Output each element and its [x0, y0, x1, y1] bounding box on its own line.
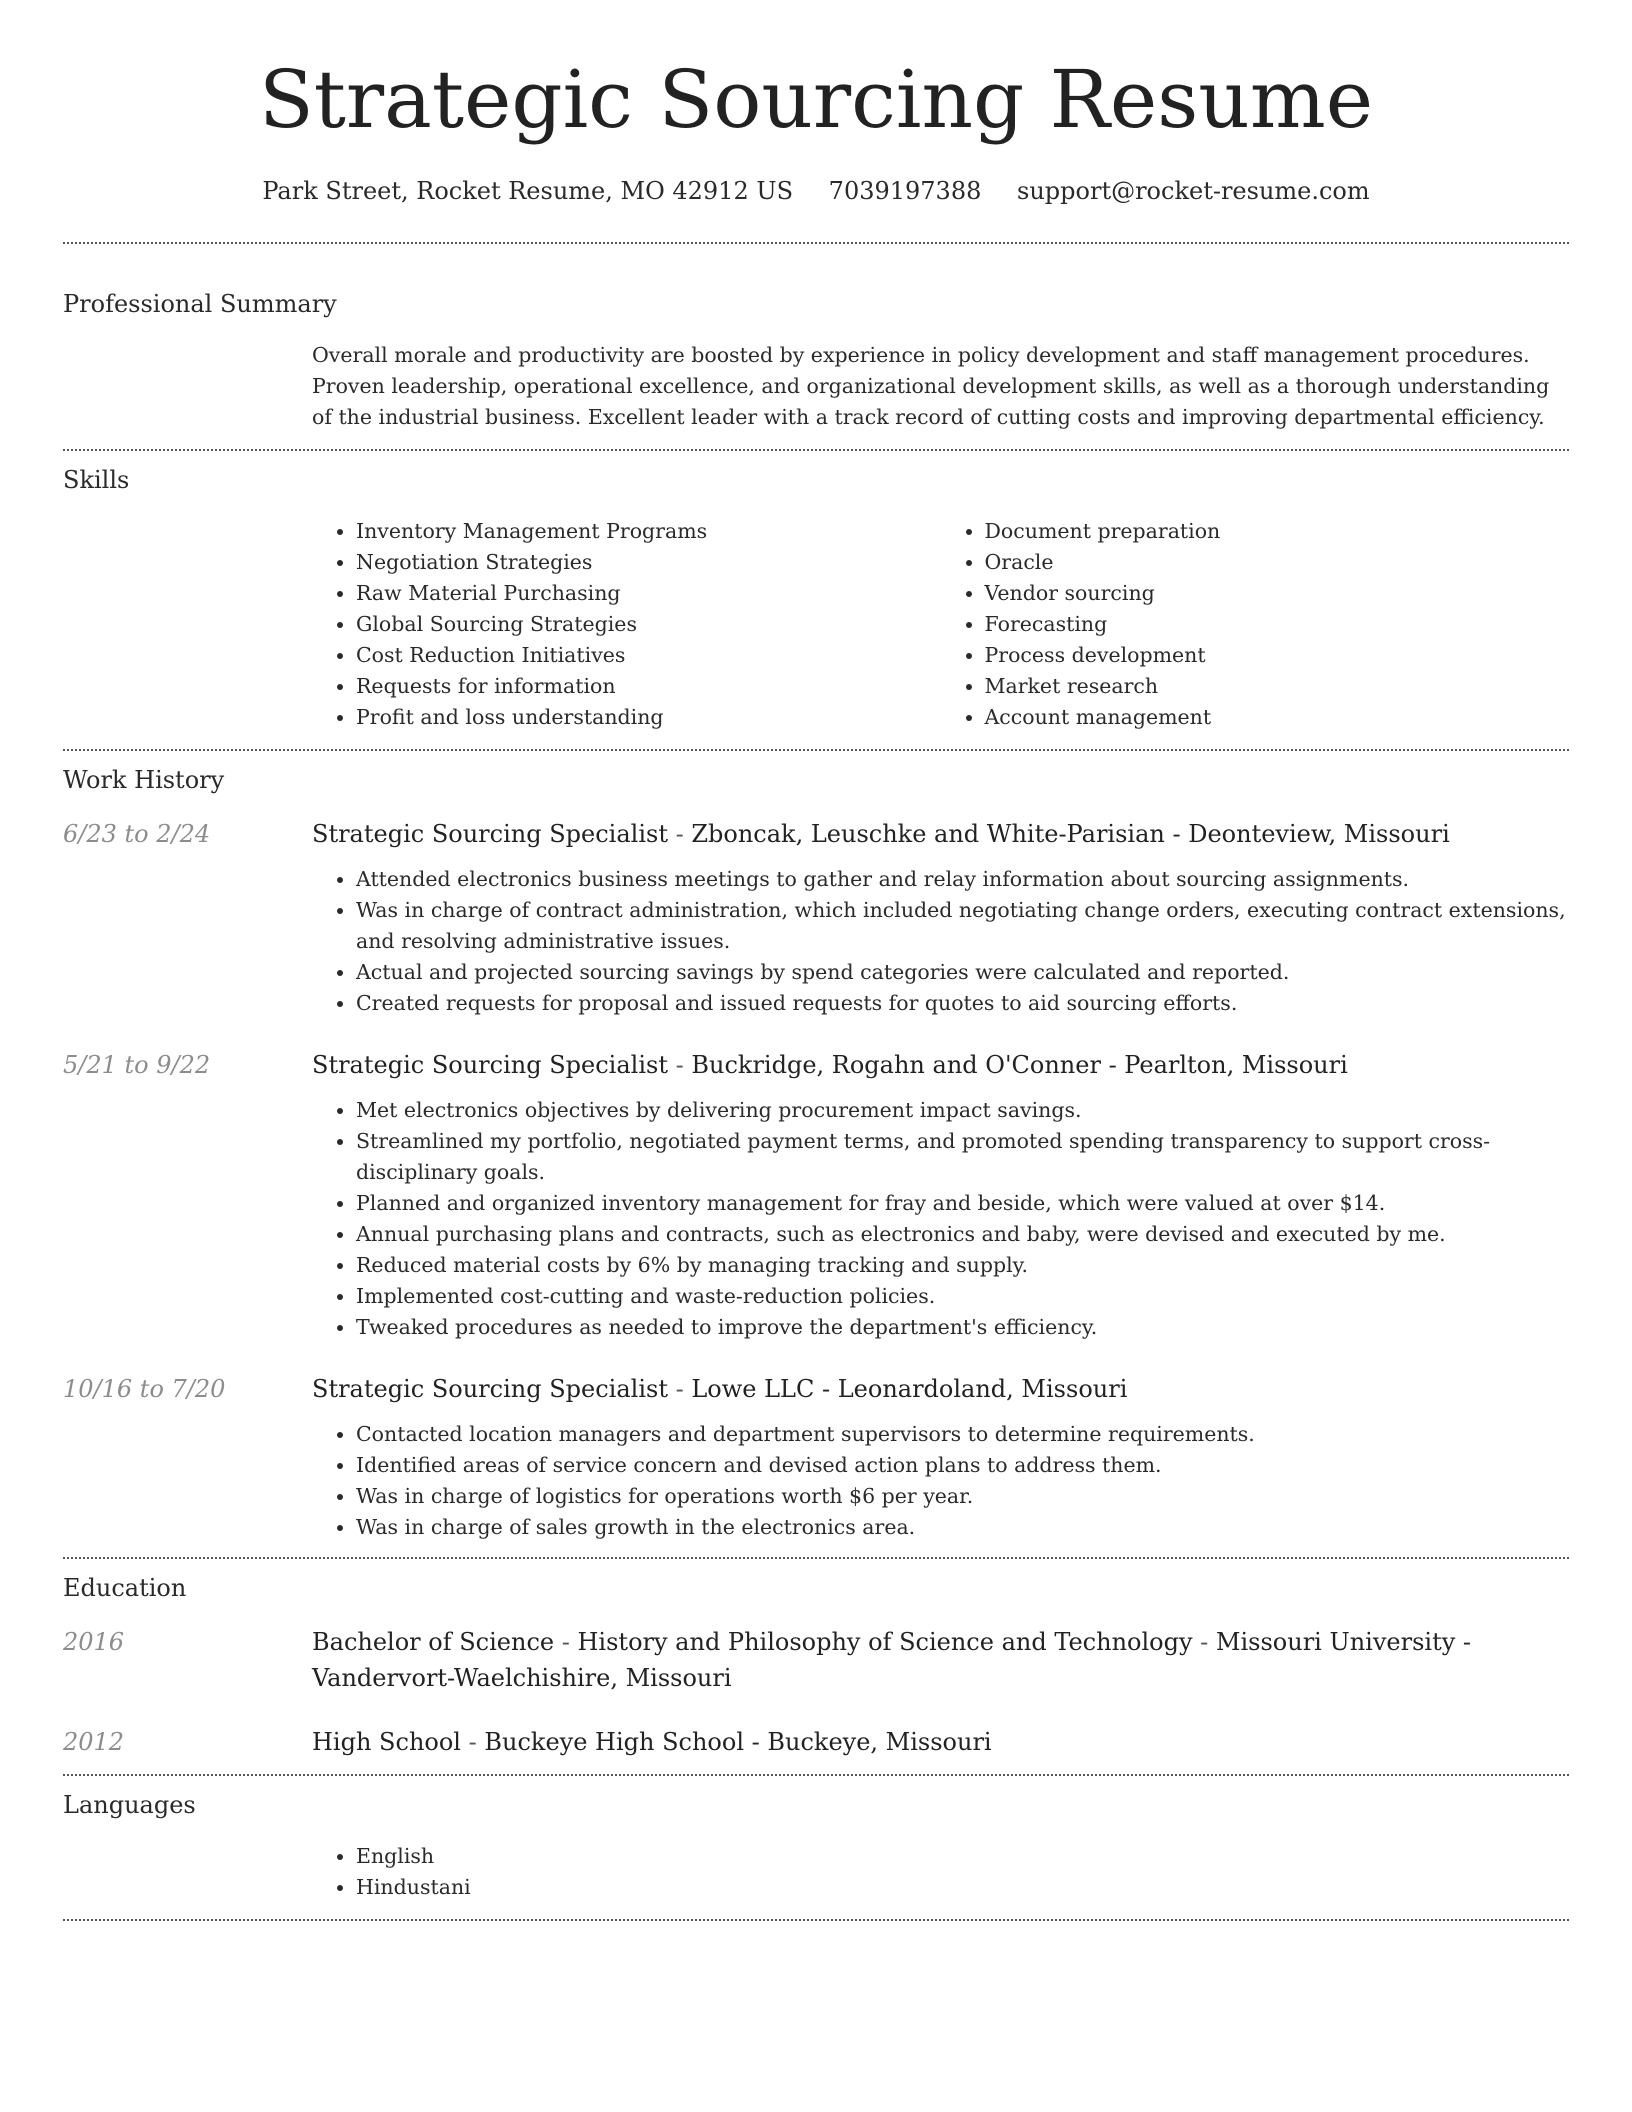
skill-item: • Process development	[985, 640, 1570, 671]
email: support@rocket-resume.com	[1017, 177, 1370, 205]
divider	[63, 1919, 1569, 1921]
job-bullet: • Actual and projected sourcing savings by spend categories were calculated and reported.	[356, 957, 1569, 988]
job-dates: 10/16 to 7/20	[63, 1375, 226, 1403]
skill-item: • Global Sourcing Strategies	[356, 609, 941, 640]
job-bullets	[312, 864, 1569, 1019]
job-bullet: • Was in charge of sales growth in the electronics area.	[356, 1512, 1569, 1543]
summary-text: Overall morale and productivity are boosted by experience in policy development and staff management procedures. Proven leadership, operational excellence, and organizational development skills, as well as a thorough understanding of the industrial business. Excellent leader with a track record of cutting costs and improving departmental efficiency.	[312, 343, 1550, 429]
education-section	[63, 1559, 1569, 1774]
school: Missouri University - Vandervort-Waelchishire, Missouri	[312, 1628, 1472, 1692]
job-title-line: Strategic Sourcing Specialist - Buckridge, Rogahn and O'Conner - Pearlton, Missouri	[312, 1051, 1348, 1079]
job-bullet: • Created requests for proposal and issued requests for quotes to aid sourcing efforts.	[356, 988, 1569, 1019]
education-entry	[63, 1724, 1569, 1760]
job-title: Strategic Sourcing Specialist	[312, 1375, 668, 1403]
skills-column-left	[312, 516, 941, 733]
skill-item: • Document preparation	[985, 516, 1570, 547]
field-of-study: History and Philosophy of Science and Technology	[577, 1628, 1193, 1656]
skills-heading: Skills	[63, 466, 130, 494]
education-year: 2016	[63, 1628, 125, 1656]
job-dates: 6/23 to 2/24	[63, 820, 211, 848]
skill-item: • Inventory Management Programs	[356, 516, 941, 547]
job-details: Zboncak, Leuschke and White-Parisian - Deonteview, Missouri	[691, 820, 1450, 848]
job-title-line: Strategic Sourcing Specialist - Lowe LLC - Leonardoland, Missouri	[312, 1375, 1128, 1403]
education-entry	[63, 1624, 1569, 1696]
skill-item: • Market research	[985, 671, 1570, 702]
skill-item: • Cost Reduction Initiatives	[356, 640, 941, 671]
skill-item: • Profit and loss understanding	[356, 702, 941, 733]
education-title-line: Bachelor of Science - History and Philosophy of Science and Technology - Missouri University - Vandervort-Waelchishire, Missouri	[312, 1628, 1472, 1692]
address: Park Street, Rocket Resume, MO 42912 US	[262, 177, 794, 205]
summary-section	[63, 244, 1569, 449]
job-bullet: • Reduced material costs by 6% by managing tracking and supply.	[356, 1250, 1569, 1281]
skill-item: • Requests for information	[356, 671, 941, 702]
job-bullet: • Attended electronics business meetings to gather and relay information about sourcing assignments.	[356, 864, 1569, 895]
languages-list	[312, 1841, 1569, 1903]
job-bullet: • Met electronics objectives by delivering procurement impact savings.	[356, 1095, 1569, 1126]
languages-section	[63, 1776, 1569, 1919]
work-heading: Work History	[63, 766, 225, 794]
job-bullet: • Planned and organized inventory management for fray and beside, which were valued at over $14.	[356, 1188, 1569, 1219]
school: Buckeye High School - Buckeye, Missouri	[484, 1728, 992, 1756]
phone: 7039197388	[828, 177, 982, 205]
job-bullets	[312, 1419, 1569, 1543]
skill-item: • Negotiation Strategies	[356, 547, 941, 578]
education-title-line: High School - Buckeye High School - Buckeye, Missouri	[312, 1728, 992, 1756]
job-bullet: • Streamlined my portfolio, negotiated payment terms, and promoted spending transparency to support cross-disciplinary goals.	[356, 1126, 1569, 1188]
job-bullet: • Implemented cost-cutting and waste-reduction policies.	[356, 1281, 1569, 1312]
degree: Bachelor of Science	[312, 1628, 555, 1656]
job-entry	[63, 816, 1569, 1019]
job-dates: 5/21 to 9/22	[63, 1051, 211, 1079]
skill-item: • Raw Material Purchasing	[356, 578, 941, 609]
job-bullets	[312, 1095, 1569, 1343]
skill-item: • Vendor sourcing	[985, 578, 1570, 609]
degree: High School	[312, 1728, 461, 1756]
language-item: • Hindustani	[356, 1872, 1569, 1903]
language-item: • English	[356, 1841, 1569, 1872]
education-year: 2012	[63, 1728, 125, 1756]
job-title: Strategic Sourcing Specialist	[312, 820, 668, 848]
job-entry	[63, 1371, 1569, 1543]
job-title: Strategic Sourcing Specialist	[312, 1051, 668, 1079]
contact-line	[63, 174, 1569, 208]
skill-item: • Oracle	[985, 547, 1570, 578]
job-bullet: • Identified areas of service concern and devised action plans to address them.	[356, 1450, 1569, 1481]
languages-heading: Languages	[63, 1791, 196, 1819]
job-bullet: • Annual purchasing plans and contracts, such as electronics and baby, were devised and executed by me.	[356, 1219, 1569, 1250]
job-bullet: • Contacted location managers and department supervisors to determine requirements.	[356, 1419, 1569, 1450]
summary-heading: Professional Summary	[63, 290, 337, 318]
job-bullet: • Was in charge of logistics for operations worth $6 per year.	[356, 1481, 1569, 1512]
skills-column-right	[941, 516, 1570, 733]
work-section	[63, 751, 1569, 1557]
skills-section	[63, 451, 1569, 749]
job-details: Lowe LLC - Leonardoland, Missouri	[691, 1375, 1128, 1403]
job-title-line: Strategic Sourcing Specialist - Zboncak, Leuschke and White-Parisian - Deonteview, Missouri	[312, 820, 1450, 848]
skills-list	[312, 516, 1569, 733]
job-details: Buckridge, Rogahn and O'Conner - Pearlton, Missouri	[691, 1051, 1348, 1079]
skill-item: • Forecasting	[985, 609, 1570, 640]
skill-item: • Account management	[985, 702, 1570, 733]
job-entry	[63, 1047, 1569, 1343]
education-heading: Education	[63, 1574, 187, 1602]
job-bullet: • Tweaked procedures as needed to improve the department's efficiency.	[356, 1312, 1569, 1343]
job-bullet: • Was in charge of contract administration, which included negotiating change orders, executing contract extensions, and resolving administrative issues.	[356, 895, 1569, 957]
resume-title: Strategic Sourcing Resume	[258, 53, 1374, 146]
